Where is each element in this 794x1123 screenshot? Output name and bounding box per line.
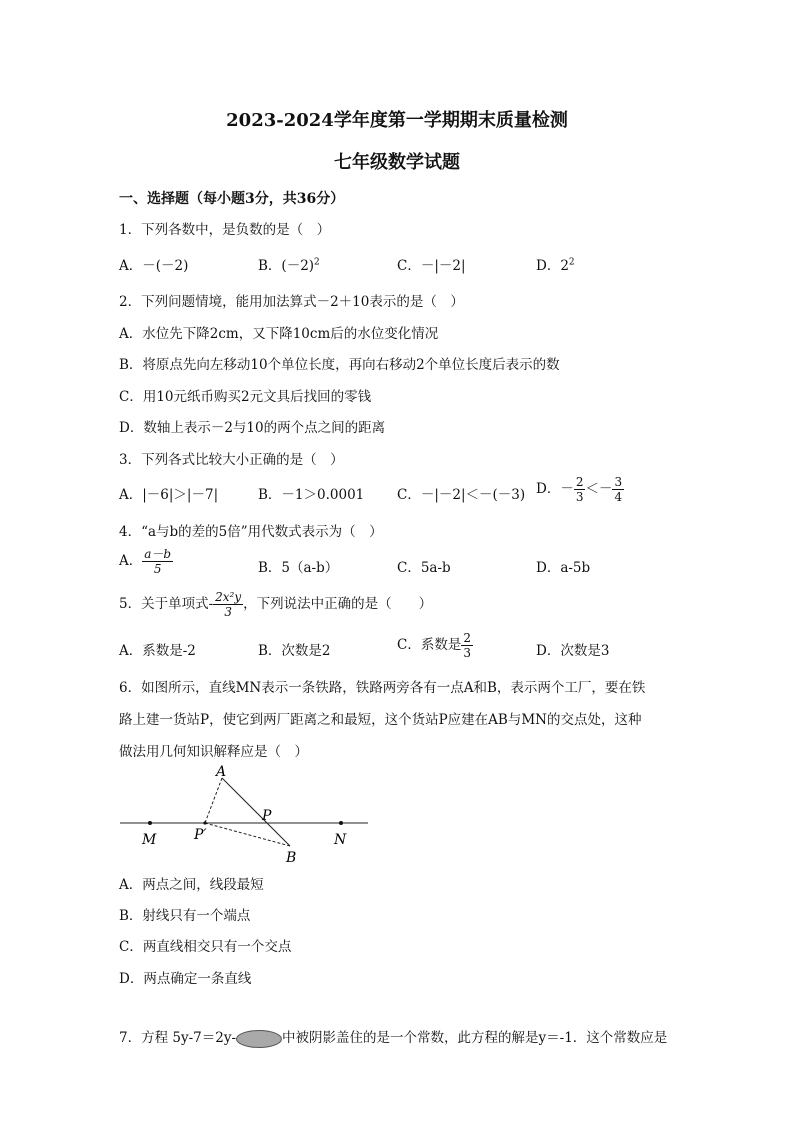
q3-option-c <box>397 483 525 503</box>
q1-b-exp: 2 <box>314 257 320 268</box>
q1-stem: 1．下列各数中，是负数的是（ ） <box>119 222 331 238</box>
q4-a-label: A． <box>119 553 143 569</box>
q4-option-c: C．5a-b <box>397 560 451 576</box>
q3-d-lt: ＜－ <box>585 481 613 497</box>
section-heading: 一、选择题（每小题3分，共36分） <box>119 191 345 207</box>
q3-c-math: －|－2|＜－(－3) <box>420 487 526 503</box>
q5-frac-num: 2x²y <box>215 590 242 604</box>
q1-option-d <box>536 254 575 274</box>
q1-option-b <box>258 254 320 274</box>
covered-constant-blob <box>236 1030 282 1048</box>
q1-a-math: －(－2) <box>142 258 189 274</box>
q3-d-den1: 3 <box>575 490 584 504</box>
q1-option-a <box>119 254 188 274</box>
label-n: N <box>334 832 347 848</box>
q3-c-label: C． <box>397 487 421 503</box>
exam-subtitle: 七年级数学试题 <box>334 152 460 173</box>
dashed-p-prime-b <box>205 823 290 846</box>
q1-b-base: (－2) <box>281 258 315 274</box>
q5-stem <box>119 590 432 619</box>
q1-d-label: D． <box>536 258 561 274</box>
point-m <box>148 821 152 825</box>
q1-d-base: 2 <box>560 258 569 274</box>
q1-option-c <box>397 254 466 274</box>
q5-option-b: B．次数是2 <box>258 643 331 659</box>
q3-b-label: B． <box>258 487 282 503</box>
q3-d-den2: 4 <box>614 490 623 504</box>
label-b: B <box>286 850 297 866</box>
point-p-prime <box>203 821 206 824</box>
q4-a-den: 5 <box>153 562 162 576</box>
label-a: A <box>216 764 227 780</box>
q6-option-a: A．两点之间，线段最短 <box>119 877 264 893</box>
q4-a-num: a－b <box>144 547 172 561</box>
q5-option-c <box>397 631 473 660</box>
q5-c-pre: C．系数是 <box>397 637 462 653</box>
q5-c-num: 2 <box>463 631 471 645</box>
q3-option-b <box>258 483 364 503</box>
q5-monomial-frac <box>213 590 243 619</box>
q5-c-den: 3 <box>463 646 471 660</box>
q2-option-c: C．用10元纸币购买2元文具后找回的零钱 <box>119 389 372 405</box>
q3-d-frac2 <box>612 475 624 504</box>
q7-stem <box>119 1026 667 1048</box>
exam-title: 2023-2024学年度第一学期期末质量检测 <box>226 110 568 131</box>
q6-figure <box>110 758 380 868</box>
label-p: P <box>262 808 272 824</box>
q6-line-1: 6．如图所示，直线MN表示一条铁路，铁路两旁各有一点A和B，表示两个工厂，要在铁 <box>119 680 646 696</box>
label-m: M <box>142 832 157 848</box>
q4-stem: 4．“a与b的差的5倍”用代数式表示为（ ） <box>119 524 383 540</box>
q4-option-b: B．5（a-b） <box>258 560 339 576</box>
q4-option-a <box>119 547 173 576</box>
q4-option-d: D．a-5b <box>536 560 591 576</box>
q3-stem: 3．下列各式比较大小正确的是（ ） <box>119 452 344 468</box>
q7-stem-pre: 7．方程 5y-7＝2y- <box>119 1030 237 1046</box>
q3-d-frac1 <box>574 475 586 504</box>
q3-option-d <box>536 475 624 504</box>
q3-a-math: |－6|＞|－7| <box>142 487 219 503</box>
q5-frac-den: 3 <box>224 605 232 619</box>
q3-d-neg: － <box>560 481 574 497</box>
q6-line-2: 路上建一货站P，使它到两厂距离之和最短，这个货站P应建在AB与MN的交点处，这种 <box>119 712 642 728</box>
q7-stem-post: 中被阴影盖住的是一个常数，此方程的解是y＝-1．这个常数应是 <box>282 1030 668 1046</box>
q5-option-d: D．次数是3 <box>536 643 610 659</box>
dashed-ap-prime <box>205 778 222 823</box>
q3-a-label: A． <box>119 487 143 503</box>
q5-stem-pre: 5．关于单项式- <box>119 596 214 612</box>
q2-option-a: A．水位先下降2cm，又下降10cm后的水位变化情况 <box>119 326 439 342</box>
q3-b-math: －1＞0.0001 <box>281 487 365 503</box>
q6-option-b: B．射线只有一个端点 <box>119 908 251 924</box>
q3-d-label: D． <box>536 481 561 497</box>
q3-option-a <box>119 483 218 503</box>
q1-c-math: －|－2| <box>420 258 466 274</box>
point-n <box>339 821 343 825</box>
q6-line-3: 做法用几何知识解释应是（ ） <box>119 744 308 760</box>
q5-option-a: A．系数是-2 <box>119 643 196 659</box>
q2-option-b: B．将原点先向左移动10个单位长度，再向右移动2个单位长度后表示的数 <box>119 357 560 373</box>
q2-stem: 2．下列问题情境，能用加法算式－2＋10表示的是（ ） <box>119 294 464 310</box>
q6-option-c: C．两直线相交只有一个交点 <box>119 939 292 955</box>
q5-c-frac <box>461 631 473 660</box>
q2-option-d: D．数轴上表示－2与10的两个点之间的距离 <box>119 420 386 436</box>
q1-d-exp: 2 <box>568 257 575 268</box>
q3-d-num2: 3 <box>614 475 623 489</box>
q1-a-label: A． <box>119 258 143 274</box>
segment-ab <box>222 778 290 846</box>
q3-d-num1: 2 <box>575 475 584 489</box>
label-p-prime: P′ <box>194 827 207 843</box>
q5-stem-post: ，下列说法中正确的是（ ） <box>243 596 433 612</box>
q4-a-frac <box>142 547 173 576</box>
q1-c-label: C． <box>397 258 421 274</box>
q1-b-label: B． <box>258 258 282 274</box>
q6-option-d: D．两点确定一条直线 <box>119 971 252 987</box>
